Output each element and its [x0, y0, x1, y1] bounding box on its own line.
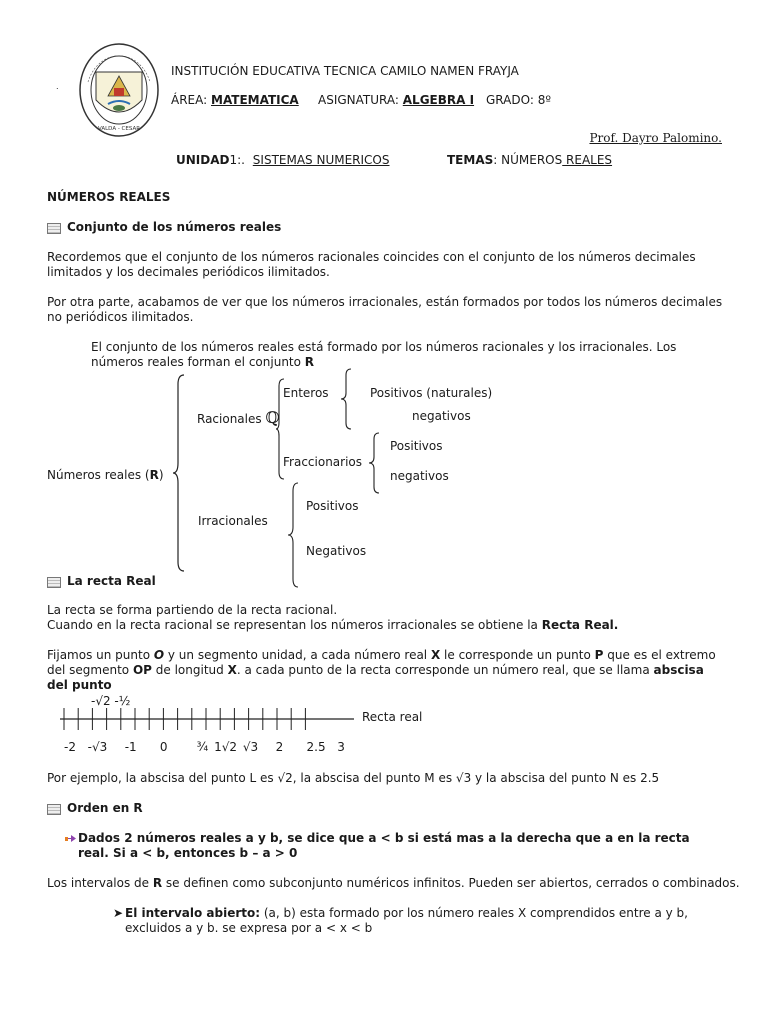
class-negativos-irr: Negativos — [306, 544, 367, 558]
number-line — [60, 706, 360, 732]
topics-value: REALES — [562, 153, 613, 167]
school-logo — [78, 42, 160, 138]
unit-label: UNIDAD — [176, 153, 230, 167]
class-fraccionarios: Fraccionarios — [283, 455, 363, 469]
brace-fraccionarios — [368, 432, 380, 494]
subject-value: ALGEBRA I — [402, 93, 475, 107]
subject-label: ASIGNATURA: — [318, 93, 399, 107]
recta-paragraph-2: Fijamos un punto O y un segmento unidad, a cada número real X le corresponde un punto P que es el extremo del segmento OP de longitud X. a cada punto de la recta corresponde un número real, que se llama abscisa del punto — [47, 648, 716, 692]
number-line-top-labels: -√2 -½ — [91, 694, 131, 708]
section-title-orden: Orden en R — [67, 801, 143, 815]
area-line — [171, 93, 299, 107]
class-positivos-frac: Positivos — [390, 439, 443, 453]
area-value: MATEMATICA — [211, 93, 299, 107]
class-irracionales: Irracionales — [198, 514, 268, 528]
svg-text:VALDA - CESAR: VALDA - CESAR — [97, 126, 141, 132]
open-interval-text: El intervalo abierto: (a, b) esta formado por los número reales X comprendidos entre a y b, excluidos a y b. se expresa por a < x < b — [125, 906, 688, 935]
paragraph-conjunto-2: Por otra parte, acabamos de ver que los números irracionales, están formados por todos los números decimales no periódicos ilimitados. — [47, 295, 723, 324]
intervals-intro: Los intervalos de R se definen como subconjunto numéricos infinitos. Pueden ser abiertos, cerrados o combinados. — [47, 876, 740, 890]
brace-main — [172, 374, 186, 572]
doc-title: NÚMEROS REALES — [47, 190, 171, 204]
topics-label: TEMAS — [447, 153, 494, 167]
institution-name: INSTITUCIÓN EDUCATIVA TECNICA CAMILO NAMEN FRAYJA — [171, 64, 519, 78]
recta-line-1: La recta se forma partiendo de la recta racional. — [47, 603, 338, 617]
section-title-conjunto: Conjunto de los números reales — [67, 220, 282, 234]
class-racionales: Racionales ℚ — [197, 408, 280, 427]
paragraph-conjunto-1: Recordemos que el conjunto de los números racionales coincides con el conjunto de los números decimales limitados y los decimales periódicos ilimitados. — [47, 250, 696, 279]
orden-bullet-text: Dados 2 números reales a y b, se dice que a < b si está mas a la derecha que a en la recta real. Si a < b, entonces b – a > 0 — [78, 831, 690, 860]
professor-name: Prof. Dayro Palomino. — [589, 131, 722, 145]
section-bullet-icon — [47, 804, 61, 815]
topics-prefix: : NÚMEROS — [493, 153, 563, 167]
arrow-bullet-icon: ➤ — [113, 906, 124, 920]
topics-line — [447, 153, 612, 167]
class-negativos-frac: negativos — [390, 469, 449, 483]
recta-example: Por ejemplo, la abscisa del punto L es √2, la abscisa del punto M es √3 y la abscisa del punto N es 2.5 — [47, 771, 660, 785]
brace-irracionales — [287, 482, 299, 588]
stray-dot: . — [56, 82, 59, 91]
section-bullet-icon — [47, 223, 61, 234]
class-negativos-enteros: negativos — [412, 409, 471, 423]
class-positivos-irr: Positivos — [306, 499, 359, 513]
section-bullet-icon — [47, 577, 61, 588]
grade: GRADO: 8º — [486, 93, 551, 107]
unit-line — [176, 153, 390, 167]
brace-enteros — [340, 368, 352, 430]
pointing-hand-icon — [64, 833, 77, 844]
number-line-bottom-labels: -2 -√3 -1 0 ¾ 1√2 √3 2 2.5 3 — [64, 740, 345, 754]
class-positivos-naturales: Positivos (naturales) — [370, 386, 493, 400]
section-title-recta: La recta Real — [67, 574, 156, 588]
number-line-label: Recta real — [362, 710, 423, 724]
unit-number: 1:. — [229, 153, 245, 167]
class-root: Números reales (R) — [47, 468, 164, 482]
class-enteros: Enteros — [283, 386, 329, 400]
unit-value: SISTEMAS NUMERICOS — [252, 153, 390, 167]
paragraph-conjunto-3: El conjunto de los números reales está formado por los números racionales y los irracionales. Los números reales forman el conjunto R — [91, 340, 677, 369]
area-label: ÁREA: — [171, 93, 208, 107]
recta-line-2: Cuando en la recta racional se representan los números irracionales se obtiene la Recta Real. — [47, 618, 619, 632]
subject-line — [318, 93, 474, 107]
